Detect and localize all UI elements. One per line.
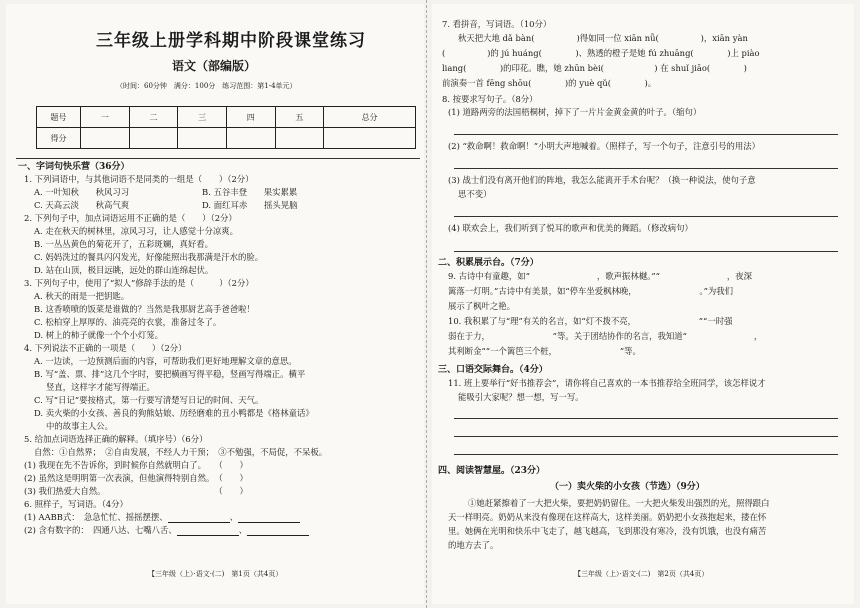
question-9-line-1[interactable]: 9. 古诗中有童趣，如“ ，歌声振林樾。”“ ，夜深 [448,271,753,281]
score-cell[interactable] [275,128,324,149]
q1-option-b: B. 五谷丰登 果实累累 [202,187,298,197]
section-rule [16,158,420,159]
question-7: 7. 看拼音，写词语。（10分） [442,19,552,29]
question-11-line-2: 能吸引大家呢？想一想，写一写。 [458,392,584,402]
reading-line-3: 里。她俩在光明和快乐中飞走了，越飞越高，飞到那没有寒冷，没有饥饿，也没有痛苦 [448,526,767,536]
table-header-cell: 题号 [37,107,81,128]
question-10-line-2[interactable]: 弱在于力， ”等。关于团结协作的名言，我知道“ ， [448,331,763,341]
q8-item-3: (3) 战士们没有离开他们的阵地，我怎么能离开手术台呢？（换一种说法，使句子意 [448,175,756,185]
score-cell[interactable] [81,128,130,149]
q3-option-c: C. 松柏穿上厚厚的、油亮亮的衣裳，准备过冬了。 [34,317,222,327]
q2-option-b: B. 一丛丛黄色的菊花开了，五彩斑斓，真好看。 [34,239,213,249]
question-10-line-1[interactable]: 10. 我积累了与“理”有关的名言，如“灯不拨不亮， ”“一时强 [448,316,733,326]
q4-option-b-cont: 竖直，这样字才能写得端正。 [46,382,155,392]
left-page [6,4,424,604]
q4-option-a: A. 一边读，一边预测后面的内容，可帮助我们更好地理解文章的意思。 [34,356,297,366]
answer-blank[interactable] [168,522,230,523]
score-cell[interactable] [178,128,227,149]
q1-option-d: D. 面红耳赤 摇头晃脑 [202,200,298,210]
answer-blank[interactable] [177,535,239,536]
right-page [432,4,854,604]
q3-option-a: A. 秋天的雨是一把钥匙。 [34,291,130,301]
q6-item-1-text: (1) AABB式： 急急忙忙、摇摇摆摆、 [24,512,168,522]
answer-blank[interactable] [247,535,309,536]
answer-line[interactable] [454,436,838,437]
table-header-cell: 五 [275,107,324,128]
answer-blank[interactable] [238,522,300,523]
question-4: 4. 下列说法不正确的一项是（ ）（2分） [24,343,187,353]
question-8: 8. 按要求写句子。（8分） [442,94,538,104]
score-table [36,106,416,149]
score-cell[interactable] [324,128,416,149]
q6-item-1: (1) AABB式： 急急忙忙、摇摇摆摆、 、 [24,513,300,523]
q6-item-2: (2) 含有数字的： 四通八达、七嘴八舌、 、 [24,526,309,536]
page-divider [426,0,427,608]
answer-line[interactable] [454,454,838,455]
q7-line-4[interactable]: 前演奏一首 fēng shōu( )的 yuè qǔ( )。 [442,78,657,88]
q5-definitions: 自然：①自然界； ②自由发展，不经人力干预； ③不勉强，不局促，不呆板。 [34,447,328,457]
q7-line-3[interactable]: liang( )的印花。瞧，她 zhūn bèi( ) 在 shuǐ jiāo( ) [442,63,747,73]
q4-option-c: C. 写“日记”要按格式，第一行要写清楚写日记的时间、天气。 [34,395,264,405]
reading-line-2: 天一样明亮。奶奶从来没有像现在这样高大，这样美丽。奶奶把小女孩抱起来，搂在怀 [448,512,767,522]
q5-item-1[interactable]: (1) 我现在先不告诉你，到时候你自然就明白了。 （ ） [24,460,248,470]
q4-option-b: B. 写“盖、票、排”这几个字时，要把横画写得平稳，竖画写得端正。横平 [34,369,306,379]
q7-line-1[interactable]: 秋天把大地 dǎ bàn( )得如同一位 xiān nǚ( )，xiān yàn [458,33,748,43]
exam-title: 三年级上册学科期中阶段课堂练习 [96,31,366,51]
q4-option-d: D. 卖火柴的小女孩、善良的狗熊姑娘、历经磨难的丑小鸭都是《格林童话》 [34,408,314,418]
q5-item-2[interactable]: (2) 虽然这是明明第一次表演，但他演得特别自然。 （ ） [24,473,248,483]
q8-item-2: (2) “救命啊！救命啊！”小明大声地喊着。（照样子，写一个句子，注意引号的用法） [448,141,761,151]
table-header-cell: 二 [129,107,178,128]
q4-option-d-cont: 中的故事主人公。 [46,421,113,431]
question-6: 6. 照样子，写词语。（4分） [24,499,128,509]
q3-option-b: B. 这香喷喷的饭菜是谁做的？当然是我那厨艺高手爸爸啦！ [34,304,255,314]
table-row-label: 得分 [37,128,81,149]
score-table-header-row [37,107,416,128]
q1-option-c: C. 天高云淡 秋高气爽 [34,200,130,210]
reading-line-4: 的地方去了。 [448,540,499,550]
answer-line[interactable] [454,216,838,217]
table-header-cell: 总分 [324,107,416,128]
score-cell[interactable] [226,128,275,149]
question-1: 1. 下列词语中，与其他词语不是同类的一组是（ ）（2分） [24,174,254,184]
page-footer: 【三年级（上）·语文·(二) 第1页（共4页） [148,570,283,578]
q1-option-a: A. 一叶知秋 秋风习习 [34,187,130,197]
answer-line[interactable] [454,418,838,419]
section-3-heading: 三、口语交际舞台。（4分） [438,365,548,375]
section-2-heading: 二、积累展示台。（7分） [438,258,539,268]
table-header-cell: 四 [226,107,275,128]
question-5: 5. 给加点词语选择正确的解释。（填序号）（6分） [24,434,208,444]
section-1-heading: 一、字词句快乐营（36分） [18,162,130,172]
answer-line[interactable] [454,134,838,135]
q2-option-a: A. 走在秋天的树林里，凉风习习，让人感觉十分凉爽。 [34,226,238,236]
answer-line[interactable] [454,251,838,252]
page-footer: 【三年级（上）·语文·(二) 第2页（共4页） [574,570,709,578]
question-9-line-2[interactable]: 篱落一灯明。”古诗中有美景，如“停车坐爱枫林晚， 。”为我们 [448,286,734,296]
q6-item-2-text: (2) 含有数字的： 四通八达、七嘴八舌、 [24,525,177,535]
q5-item-3[interactable]: (3) 我们热爱大自然。 （ ） [24,486,248,496]
question-11-line-1: 11. 班上要举行“好书推荐会”，请你将自己喜欢的一本书推荐给全班同学，该怎样说才 [448,378,766,388]
q2-option-c: C. 妈妈洗过的餐具闪闪发光，好像能照出我那满是汗水的脸。 [34,252,264,262]
section-4-heading: 四、阅读智慧屋。（23分） [438,466,546,476]
question-9-line-3: 展示了枫叶之艳。 [448,301,515,311]
q8-item-3-cont: 思不变） [458,189,492,199]
q3-option-d: D. 树上的柿子就像一个个小灯笼。 [34,330,163,340]
table-header-cell: 一 [81,107,130,128]
question-10-line-3[interactable]: 其利断金”“一个篱笆三个桩， ”等。 [448,346,641,356]
question-2: 2. 下列句子中，加点词语运用不正确的是（ ）（2分） [24,213,237,223]
score-cell[interactable] [129,128,178,149]
answer-line[interactable] [454,168,838,169]
q7-line-2[interactable]: ( )的 jú huáng( )、熟透的橙子是她 fú zhuāng( )上 piào [442,48,760,58]
exam-info: （时间：60分钟 满分：100分 练习范围：第1-4单元） [116,82,297,90]
q8-item-1: (1) 道路两旁的法国梧桐树，掉下了一片片金黄金黄的叶子。（缩句） [448,107,702,117]
q8-item-4: (4) 联欢会上，我们听到了悦耳的歌声和优美的舞蹈。（修改病句） [448,223,693,233]
exam-subtitle: 语文（部编版） [172,59,257,73]
q2-option-d: D. 站在山顶，极目远眺，远处的群山连绵起伏。 [34,265,214,275]
score-table-row [37,128,416,149]
reading-line-1: ①她赶紧擦着了一大把火柴，要把奶奶留住。一大把火柴发出强烈的光，照得跟白 [468,498,770,508]
reading-title: （一）卖火柴的小女孩（节选）（9分） [550,482,705,492]
question-3: 3. 下列句子中，使用了“拟人”修辞手法的是（ ）（2分） [24,278,254,288]
table-header-cell: 三 [178,107,227,128]
